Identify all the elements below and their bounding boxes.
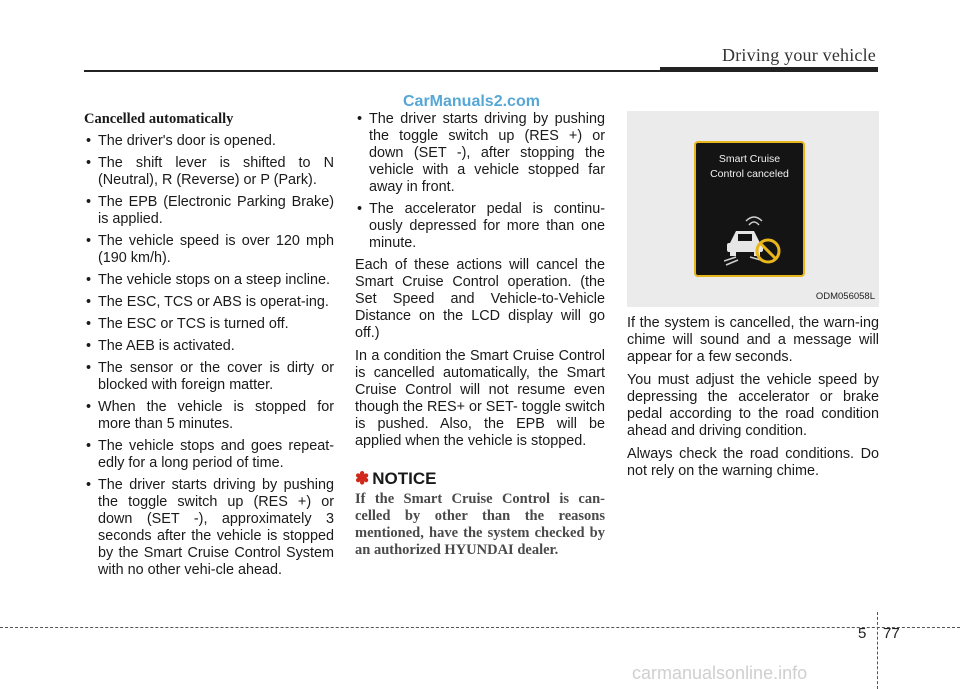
list-item: • The EPB (Electronic Parking Brake) is applied. xyxy=(84,194,334,228)
figure-code: ODM056058L xyxy=(815,291,875,302)
footer-rule xyxy=(0,627,960,628)
notice-title: NOTICE xyxy=(372,469,437,488)
watermark-carmanuals2: CarManuals2.com xyxy=(403,93,540,110)
column-right xyxy=(627,111,879,486)
list-item: • The driver starts driving by pushing the toggle switch up (RES +) or down (SET -), after stopping the vehicle with a vehicle stopped far away in front. xyxy=(355,111,605,196)
cancel-conditions-list xyxy=(84,133,334,579)
list-item: • The accelerator pedal is continu-ously depressed for more than one minute. xyxy=(355,201,605,252)
paragraph: In a condition the Smart Cruise Control is cancelled automatically, the Smart Cruise Control will not resume even though the RES+ or SET- toggle switch is pushed. Also, the EPB will be applied when the vehicle is stopped. xyxy=(355,348,605,449)
paragraph: Always check the road conditions. Do not rely on the warning chime. xyxy=(627,446,879,479)
list-item: • The AEB is activated. xyxy=(84,338,334,355)
column-middle xyxy=(355,111,605,559)
notice-heading xyxy=(355,470,605,487)
running-header: Driving your vehicle xyxy=(722,45,876,65)
paragraph: You must adjust the vehicle speed by depressing the accelerator or brake pedal according to the road condition ahead and driving condition. xyxy=(627,372,879,439)
page-number: 77 xyxy=(883,625,900,642)
paragraph: If the system is cancelled, the warn-ing chime will sound and a message will appear for a few seconds. xyxy=(627,315,879,365)
notice-icon: ✽ xyxy=(355,469,370,488)
notice-text: If the Smart Cruise Control is can-celled by other than the reasons mentioned, have the system checked by an authorized HYUNDAI dealer. xyxy=(355,491,605,558)
list-item: • The vehicle speed is over 120 mph (190 km/h). xyxy=(84,233,334,267)
list-item: • The driver starts driving by pushing the toggle switch up (RES +) or down (SET -), approximately 3 seconds after the vehicle is stopped by the Smart Cruise Control System with no other vehi-cle ahead. xyxy=(84,477,334,579)
header-rule-thick xyxy=(660,67,878,72)
header-rule xyxy=(84,70,660,72)
paragraph: Each of these actions will cancel the Smart Cruise Control operation. (the Set Speed and Vehicle-to-Vehicle Distance on the LCD display will go off.) xyxy=(355,257,605,341)
list-item: • The sensor or the cover is dirty or blocked with foreign matter. xyxy=(84,360,334,394)
cluster-display-figure xyxy=(627,111,879,307)
list-item: • The driver's door is opened. xyxy=(84,133,334,150)
list-item: • The vehicle stops on a steep incline. xyxy=(84,272,334,289)
column-left xyxy=(84,111,334,584)
list-item: • The shift lever is shifted to N (Neutral), R (Reverse) or P (Park). xyxy=(84,155,334,189)
display-message-line1: Smart Cruise xyxy=(718,153,781,165)
car-radar-cancel-icon xyxy=(724,213,784,267)
footer-divider xyxy=(877,612,878,689)
section-heading: Cancelled automatically xyxy=(84,111,234,127)
lcd-display xyxy=(694,141,805,277)
cancel-conditions-list-cont xyxy=(355,111,605,252)
list-item: • The ESC, TCS or ABS is operat-ing. xyxy=(84,294,334,311)
chapter-number: 5 xyxy=(858,625,867,642)
watermark-carmanualsonline: carmanualsonline.info xyxy=(632,663,808,683)
list-item: • The vehicle stops and goes repeat-edly for a long period of time. xyxy=(84,438,334,472)
list-item: • When the vehicle is stopped for more than 5 minutes. xyxy=(84,399,334,433)
list-item: • The ESC or TCS is turned off. xyxy=(84,316,334,333)
display-message-line2: Control canceled xyxy=(710,168,789,180)
